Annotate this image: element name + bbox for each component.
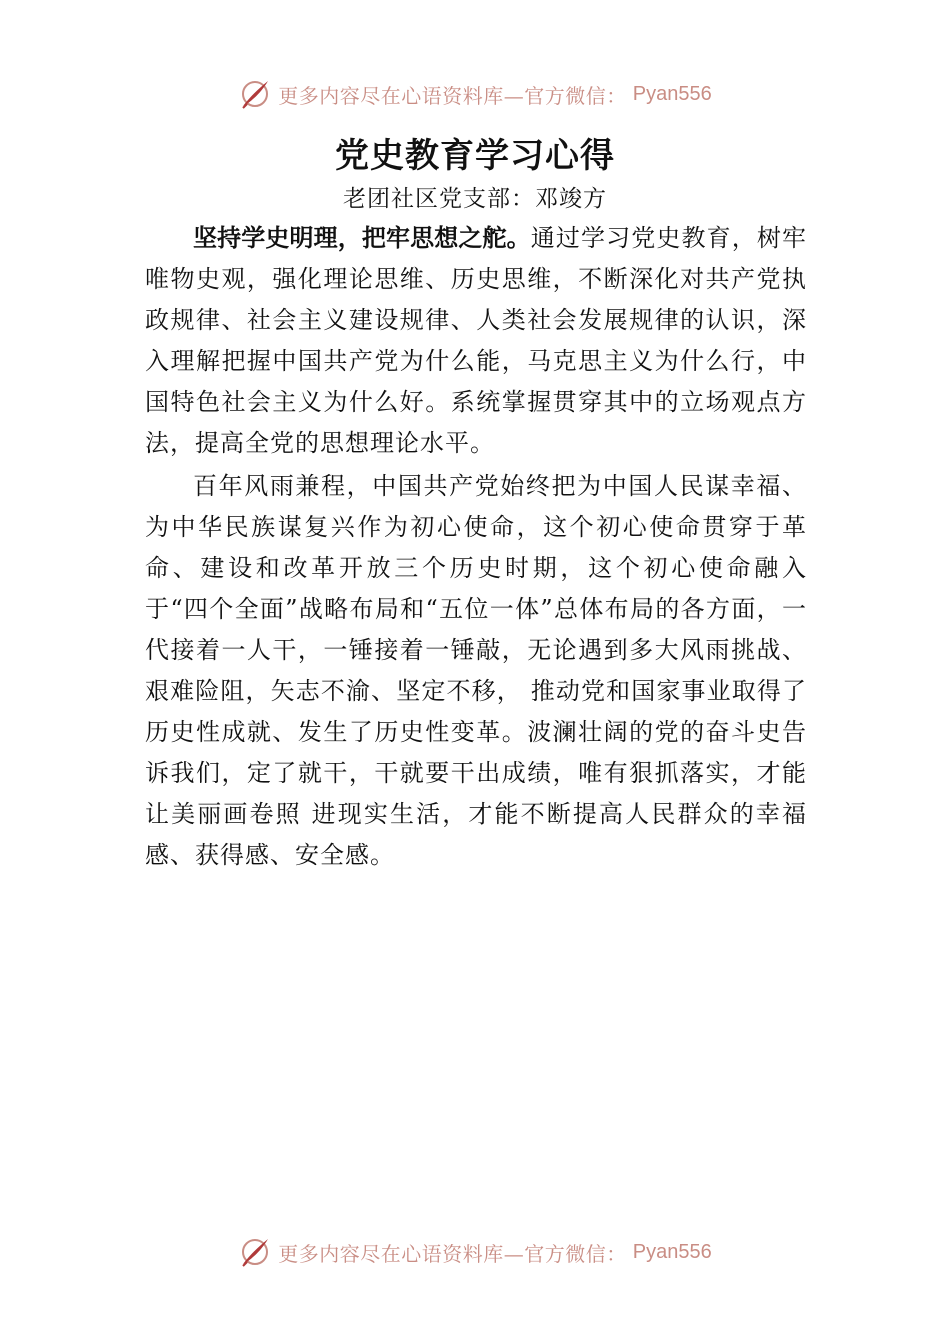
author-line: 老团社区党支部：邓竣方: [343, 186, 607, 212]
watermark-wechat-id: Pyan556: [632, 1240, 712, 1263]
watermark-wechat-id: Pyan556: [632, 82, 712, 105]
footer-watermark: [0, 1232, 950, 1272]
paragraph-lead: 坚持学史明理，把牢思想之舵。: [193, 224, 531, 252]
quill-logo-icon: [238, 77, 272, 111]
watermark-text: 更多内容尽在心语资料库—官方微信：: [278, 83, 627, 108]
document-title: 党史教育学习心得: [335, 136, 615, 176]
header-watermark: [0, 74, 950, 114]
paragraph-text: 百年风雨兼程，中国共产党始终把为中国人民谋幸福、为中华民族谋复兴作为初心使命，这个初心使命贯穿于革命、建设和改革开放三个历史时期，这个初心使命融入于“四个全面”战略布局和“五位一体”总体布局的各方面，一代接着一人干，一锤接着一锤敲，无论遇到多大风雨挑战、艰难险阻，矢志不渝、坚定不移， 推动党和国家事业取得了历史性成就、发生了历史性变革。波澜壮阔的党的奋斗史告诉我们，定了就干，干就要干出成绩，唯有狠抓落实，才能让美丽画卷照 进现实生活，才能不断提高人民群众的幸福感、获得感、安全感。: [145, 472, 807, 869]
watermark-text: 更多内容尽在心语资料库—官方微信：: [278, 1241, 627, 1266]
quill-logo-icon: [238, 1235, 272, 1269]
document-body: [145, 218, 807, 876]
body-paragraph: [145, 218, 807, 464]
paragraph-text: 通过学习党史教育，树牢唯物史观，强化理论思维、历史思维，不断深化对共产党执政规律、社会主义建设规律、人类社会发展规律的认识，深入理解把握中国共产党为什么能，马克思主义为什么行，中国特色社会主义为什么好。系统掌握贯穿其中的立场观点方法，提高全党的思想理论水平。: [145, 224, 807, 457]
body-paragraph: [145, 466, 807, 876]
